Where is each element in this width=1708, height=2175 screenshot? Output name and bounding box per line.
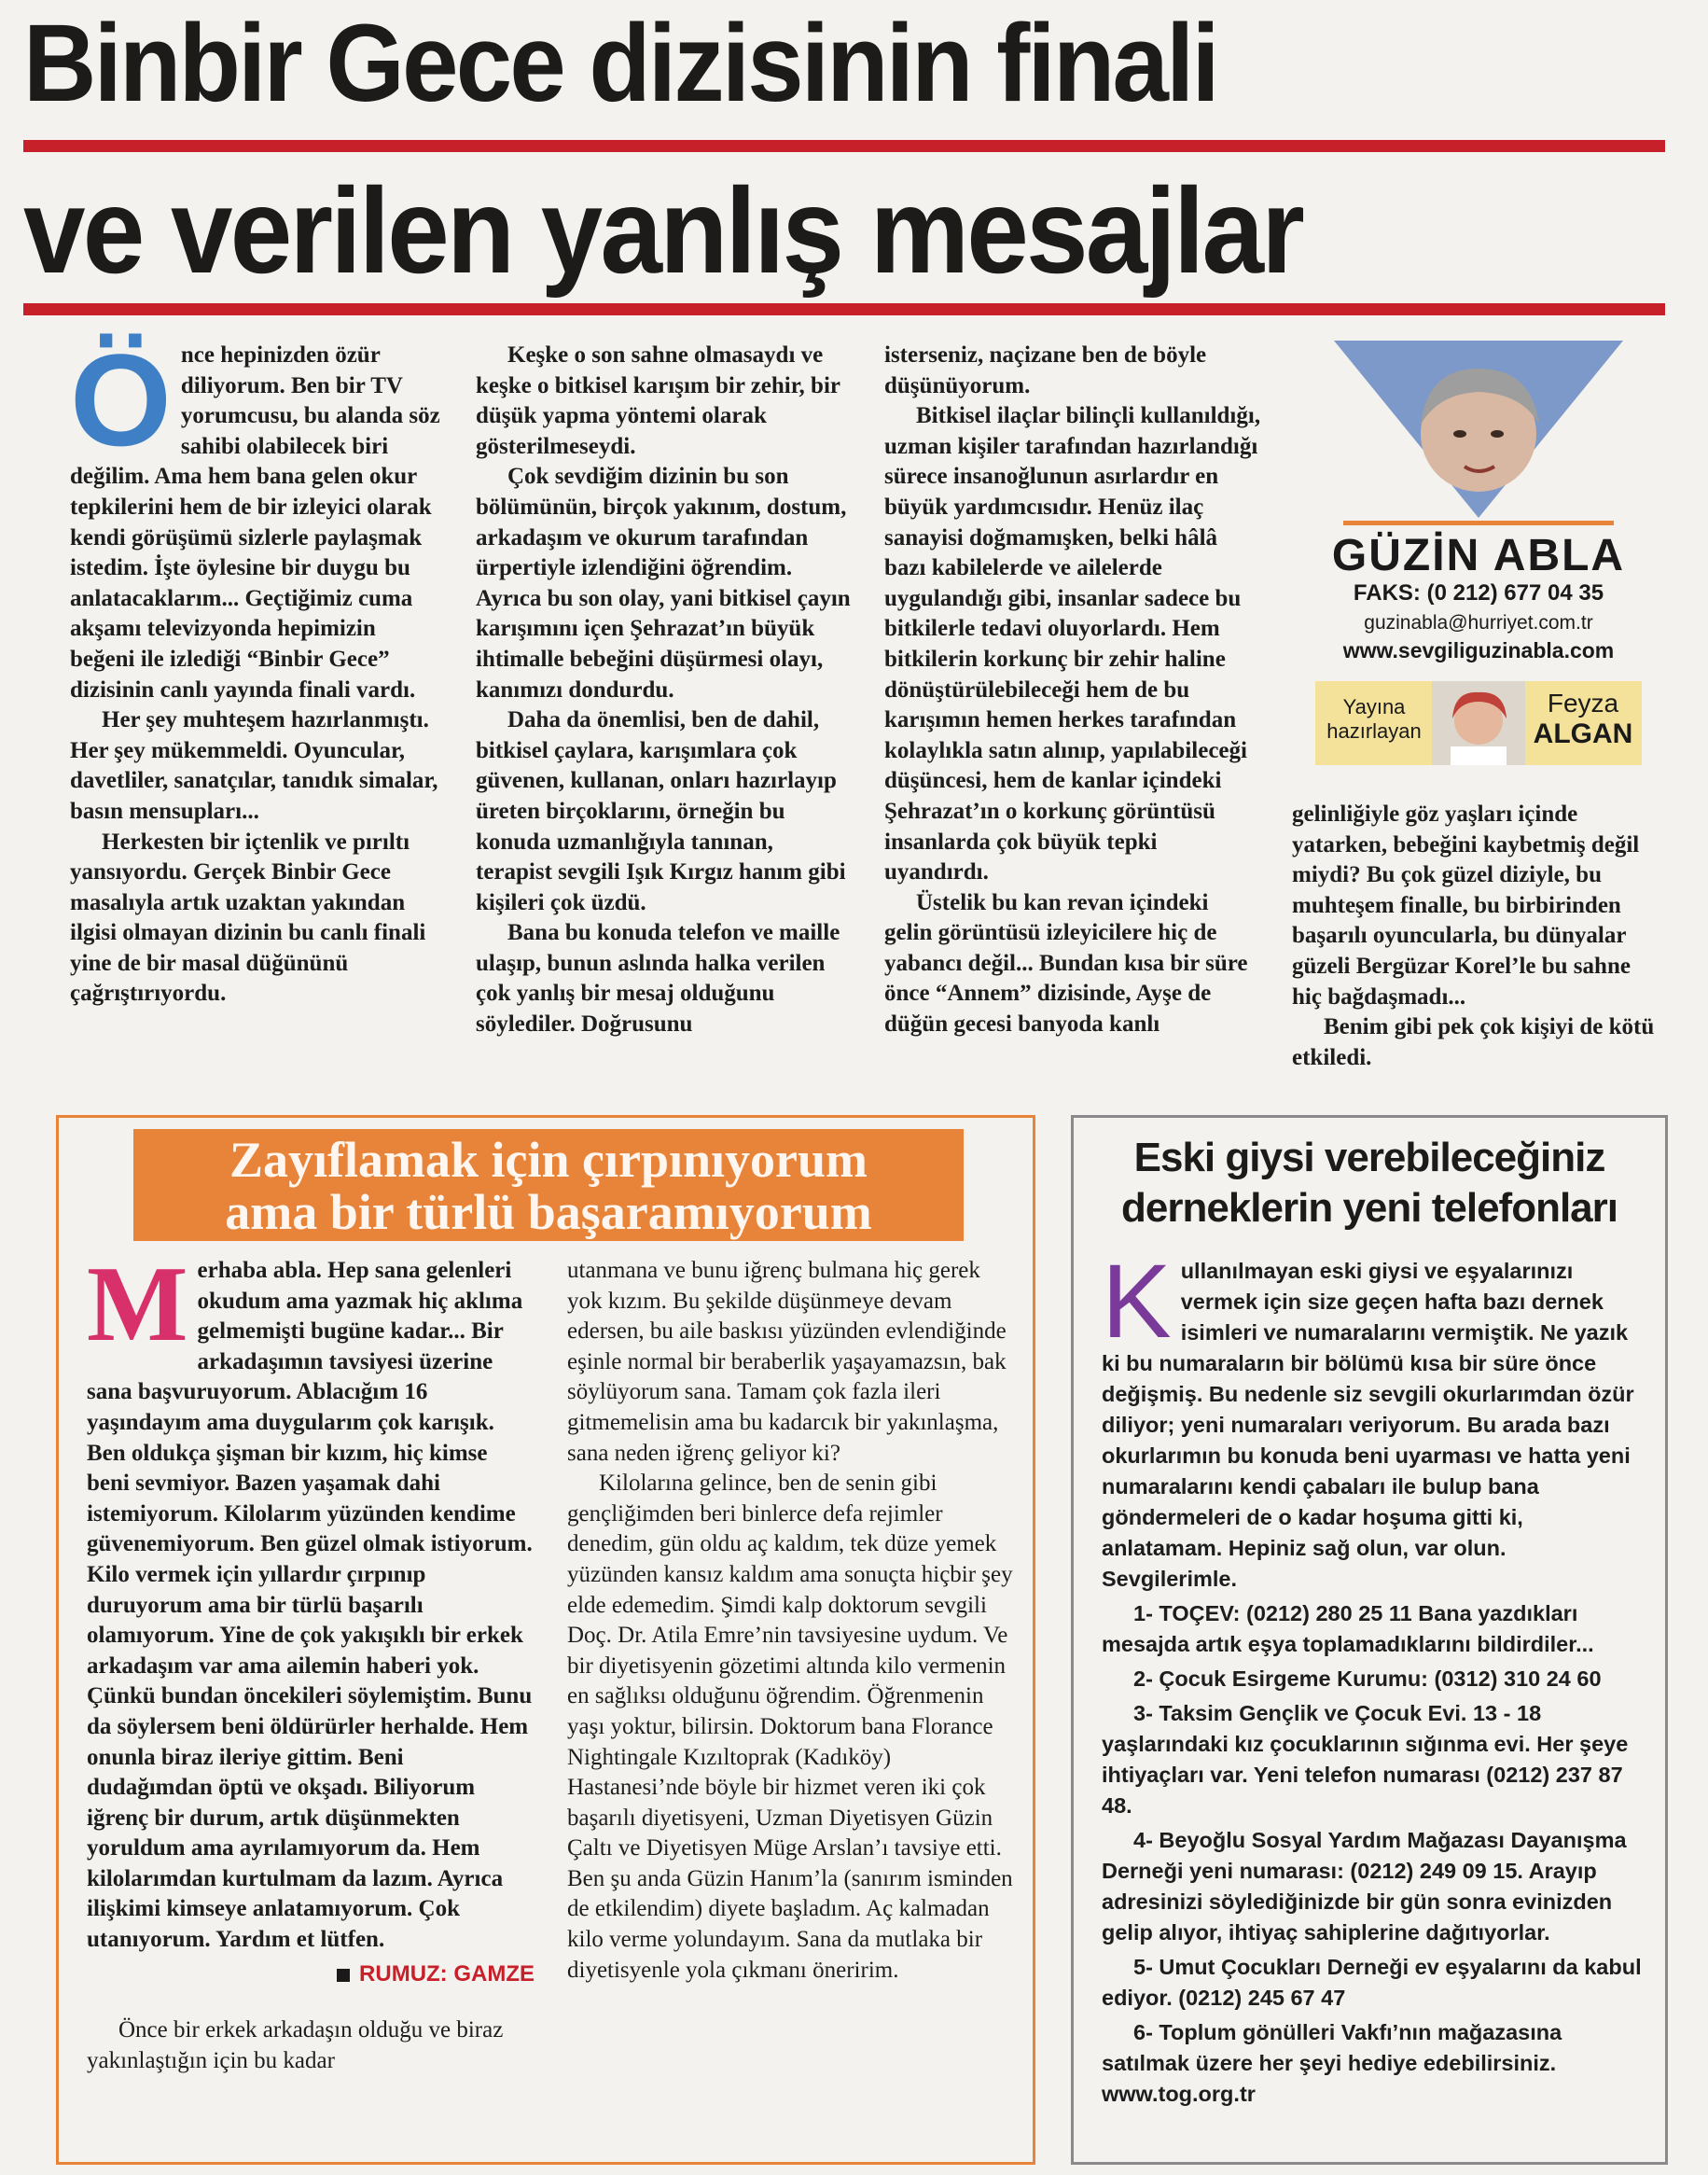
sidebar-intro: ullanılmayan eski giysi ve eşyalarınızı vermek için size geçen hafta bazı dernek isimleri ve numaralarını vermiştik. Ne yazık ki bu numaraların bir bölümü kısa bir süre önce değişmiş. Bu nedenle siz sevgili okurlarımdan özür diliyor; yeni numaraları veriyorum. Bu arada bazı okurlarımın bu konuda beni uyarması ve hatta yeni numaralarını kendi çabaları ile bulup bana göndermeleri de o kadar hoşuma gitti ki, anlatamam. Hepiniz sağ olun, var olun. Sevgilerimle. [1102,1259,1634,1591]
columnist-header-graphic [1315,336,1642,523]
headline-rule-1 [23,140,1665,152]
article-paragraph: gelinliğiyle göz yaşları içinde yatarken, bebeğini kaybetmiş değil miydi? Bu çok güzel diziyle, bu muhteşem finalle, bu birbirinden başarılı oyuncularla, bu dünyalar güzeli Bergüzar Korel’le bu sahne hiç bağdaşmadı... [1292,802,1640,1010]
columnist-box [1315,336,1642,774]
reply-start: Önce bir erkek arkadaşın olduğu ve biraz yakınlaştığın için bu kadar [87,2017,504,2073]
headline-line-2: ve verilen yanlış mesajlar [23,162,1303,299]
article-paragraph: Üstelik bu kan revan içindeki gelin görüntüsü izleyicilere hiç de yabancı değil... Bundan kısa bir süre önce “Annem” dizisinde, Ayşe de düğün gecesi banyoda kanlı [884,889,1248,1038]
prepared-by-label: Yayına hazırlayan [1326,695,1422,743]
columnist-name: GÜZİN ABLA [1331,531,1626,580]
sidebar-title-line-2: derneklerin yeni telefonları [1121,1185,1618,1231]
article-paragraph: Keşke o son sahne olmasaydı ve keşke o bitkisel karışım bir zehir, bir düşük yapma yöntemi olarak gösterilmeseydi. [476,342,840,459]
article-column-4 [1292,800,1660,1073]
article-paragraph: Herkesten bir içtenlik ve pırıltı yansıyordu. Gerçek Binbir Gece masalıyla artık uzaktan yakından ilgisi olmayan dizinin bu canlı finali yine de bir masal düğününü çağrıştırıyordu. [70,829,426,1007]
letter-column-1 [87,1245,535,2076]
article-column-2 [476,341,854,1040]
article-paragraph: isterseniz, naçizane ben de böyle düşünüyorum. [884,342,1207,398]
headline-rule-2 [23,303,1665,315]
sidebar-item: 2- Çocuk Esirgeme Kurumu: (0312) 310 24 60 [1133,1666,1602,1691]
sidebar-dropcap: K [1102,1243,1172,1359]
article-paragraph: Çok sevdiğim dizinin bu son bölümünün, birçok yakınım, dostum, arkadaşım ve okurum tarafından ürpertiyle izlendiğini öğrendim. Ayrıca bu son olay, yani bitkisel çayın karışımını içen Şehrazat’ın büyük ihtimalle bebeğini düşürmesi olayı, kanımızı dondurdu. [476,464,851,703]
letter-box [56,1115,1035,2165]
editor-photo [1432,681,1525,765]
columnist-rule [1343,521,1614,525]
sidebar-item: 1- TOÇEV: (0212) 280 25 11 Bana yazdıkları mesajda artık eşya toplamadıklarını bildirdiler... [1102,1601,1594,1656]
headline-line-1: Binbir Gece dizisinin finali [23,2,1217,125]
article-paragraph: Bitkisel ilaçlar bilinçli kullanıldığı, uzman kişiler tarafından hazırlandığı sürece insanoğlunun asırlardır en büyük yardımcısıdır. Henüz ilaç sanayisi doğmamışken, belki hâlâ bazı kabilelerde ve ailelerde uygulandığı gibi, insanlar sadece bu bitkilerle tedavi oluyorlardı. Hem bitkilerin korkunç bir zehir haline dönüştürülebileceği hem de bu karışımın hemen herkes tarafından kolaylıkla satın alınıp, yapılabileceği düşüncesi, hem de kanlar içindeki Şehrazat’ın o korkunç görüntüsü insanlarda çok büyük tepki uyandırdı. [884,403,1261,885]
article-paragraph: Bana bu konuda telefon ve maille ulaşıp, bunun aslında halka verilen çok yanlış bir mesaj olduğunu söylediler. Doğrusunu [476,920,840,1038]
letter-column-2 [567,1256,1015,1986]
sidebar-item: 4- Beyoğlu Sosyal Yardım Mağazası Dayanışma Derneği yeni numarası: (0212) 249 09 15. Arayıp adresinizi söylediğinizde bir gün sonra evinizden gelip alıyor, ihtiyaç sahiplerine dağıtıyorlar. [1102,1828,1627,1945]
article-column-3 [884,341,1262,1040]
article-paragraph: Benim gibi pek çok kişiyi de kötü etkiledi. [1292,1014,1655,1070]
letter-text: erhaba abla. Hep sana gelenleri okudum ama yazmak hiç aklıma gelmemişti bugüne kadar... Bir arkadaşımın tavsiyesi üzerine sana başvuruyorum. Ablacığım 16 yaşındayım ama duygularım çok karışık. Ben oldukça şişman bir kızım, hiç kimse beni sevmiyor. Bazen yaşamak dahi istemiyorum. Kilolarım yüzünden kendime güvenemiyorum. Ben güzel olmak istiyorum. Kilo vermek için yıllardır çırpınıp duruyorum ama bir türlü başarılı olamıyorum. Yine de çok yakışıklı bir erkek arkadaşım var ama ailemin haberi yok. Çünkü bundan öncekileri söylemiştim. Bunu da söylersem beni öldürürler herhalde. Hem onunla biraz ileriye gittim. Beni dudağımdan öptü ve okşadı. Biliyorum iğrenç bir durum, artık düşünmekten yoruldum ama ayrılamıyorum da. Hem kilolarımdan kurtulmam da lazım. Ayrıca ilişkimi kimseye anlatamıyorum. Çok utanıyorum. Yardım et lütfen. [87,1258,533,1953]
letter-dropcap: M [87,1245,188,1363]
columnist-website[interactable]: www.sevgiliguzinabla.com [1342,638,1615,662]
letter-title-line-1: Zayıflamak için çırpınıyorum [229,1132,868,1188]
letter-title-line-2: ama bir türlü başaramıyorum [225,1184,872,1240]
sidebar-item: 5- Umut Çocukları Derneği ev eşyalarını da kabul ediyor. (0212) 245 67 47 [1102,1955,1642,2010]
reply-paragraph: Kilolarına gelince, ben de senin gibi gençliğimden beri binlerce defa rejimler denedim, gün oldu aç kaldım, tek düze yemek yüzünden kansız kaldım ama sonuçta hiçbir şey elde edemedim. Şimdi kalp doktorum sevgili Doç. Dr. Atila Emre’nin tavsiyesine uydum. Ve bir diyetisyenin gözetimi altında kilo vermenin en sağlıksı olduğunu öğrendim. Öğrenmenin yaşı yoktur, bilirsin. Doktorum bana Florance Nightingale Kızıltoprak (Kadıköy) Hastanesi’nde böyle bir hizmet veren iki çok başarılı diyetisyeni, Uzman Diyetisyen Güzin Çaltı ve Diyetisyen Müge Arslan’ı tavsiye etti. Ben şu anda Güzin Hanım’la (sanırım isminden de etkilendim) diyete başladım. Aç kalmadan kilo verme yolundayım. Sana da mutlaka bir diyetisyenle yola çıkmanı öneririm. [567,1471,1013,1983]
article-paragraph: nce hepinizden özür diliyorum. Ben bir TV yorumcusu, bu alanda söz sahibi olabilecek biri değilim. Ama hem bana gelen okur tepkilerini hem de bir izleyici olarak kendi görüşümü sizlerle paylaşmak istedim. İşte öylesine bir duygu bu anlatacaklarım... Geçtiğimiz cuma akşamı televizyonda hepimizin beğeni ile izlediği “Binbir Gece” dizisinin canlı yayında finali vardı. [70,342,440,703]
columnist-fax: FAKS: (0 212) 677 04 35 [1353,580,1604,606]
article-paragraph: Her şey muhteşem hazırlanmıştı. Her şey mükemmeldi. Oyuncular, davetliler, sanatçılar, tanıdık simalar, basın mensupları... [70,707,438,824]
signature-text: RUMUZ: GAMZE [359,1960,535,1987]
editor-last-name: ALGAN [1533,718,1633,749]
reply-paragraph: utanmana ve bunu iğrenç bulmana hiç gerek yok kızım. Bu şekilde düşünmeye devam edersen, bu aile baskısı yüzünden evlendiğinde eşinle normal bir beraberlik yaşayamazsın, bak söylüyorum sana. Tamam çok fazla ileri gitmemelisin ama bu kadarcık bir yakınlaşma, sana neden iğrenç geliyor ki? [567,1258,1007,1466]
article-dropcap: Ö [70,327,172,473]
sidebar-item: 3- Taksim Gençlik ve Çocuk Evi. 13 - 18 yaşlarındaki kız çocuklarının sığınma evi. Her şeye ihtiyaçları var. Yeni telefon numarası (0212) 237 87 48. [1102,1701,1629,1818]
editor-first-name: Feyza [1547,689,1619,718]
sidebar-box [1071,1115,1668,2165]
signature-square-icon [337,1969,350,1982]
sidebar-title-line-1: Eski giysi verebileceğiniz [1133,1135,1605,1180]
sidebar-body [1102,1243,1643,2113]
sidebar-item: 6- Toplum gönülleri Vakfı’nın mağazasına satılmak üzere her şeyi hediye edebilirsiniz. www.tog.org.tr [1102,2020,1562,2106]
letter-signature [87,1959,535,1990]
article-column-1 [70,327,443,1010]
columnist-email[interactable]: guzinabla@hurriyet.com.tr [1364,612,1593,634]
article-paragraph: Daha da önemlisi, ben de dahil, bitkisel çaylara, karışımlara çok güvenen, kullanan, onları hazırlayıp üreten birçoklarını, örneğin bu konuda uzmanlığıyla tanınan, terapist sevgili Işık Kırgız hanım gibi kişileri çok üzdü. [476,707,846,915]
